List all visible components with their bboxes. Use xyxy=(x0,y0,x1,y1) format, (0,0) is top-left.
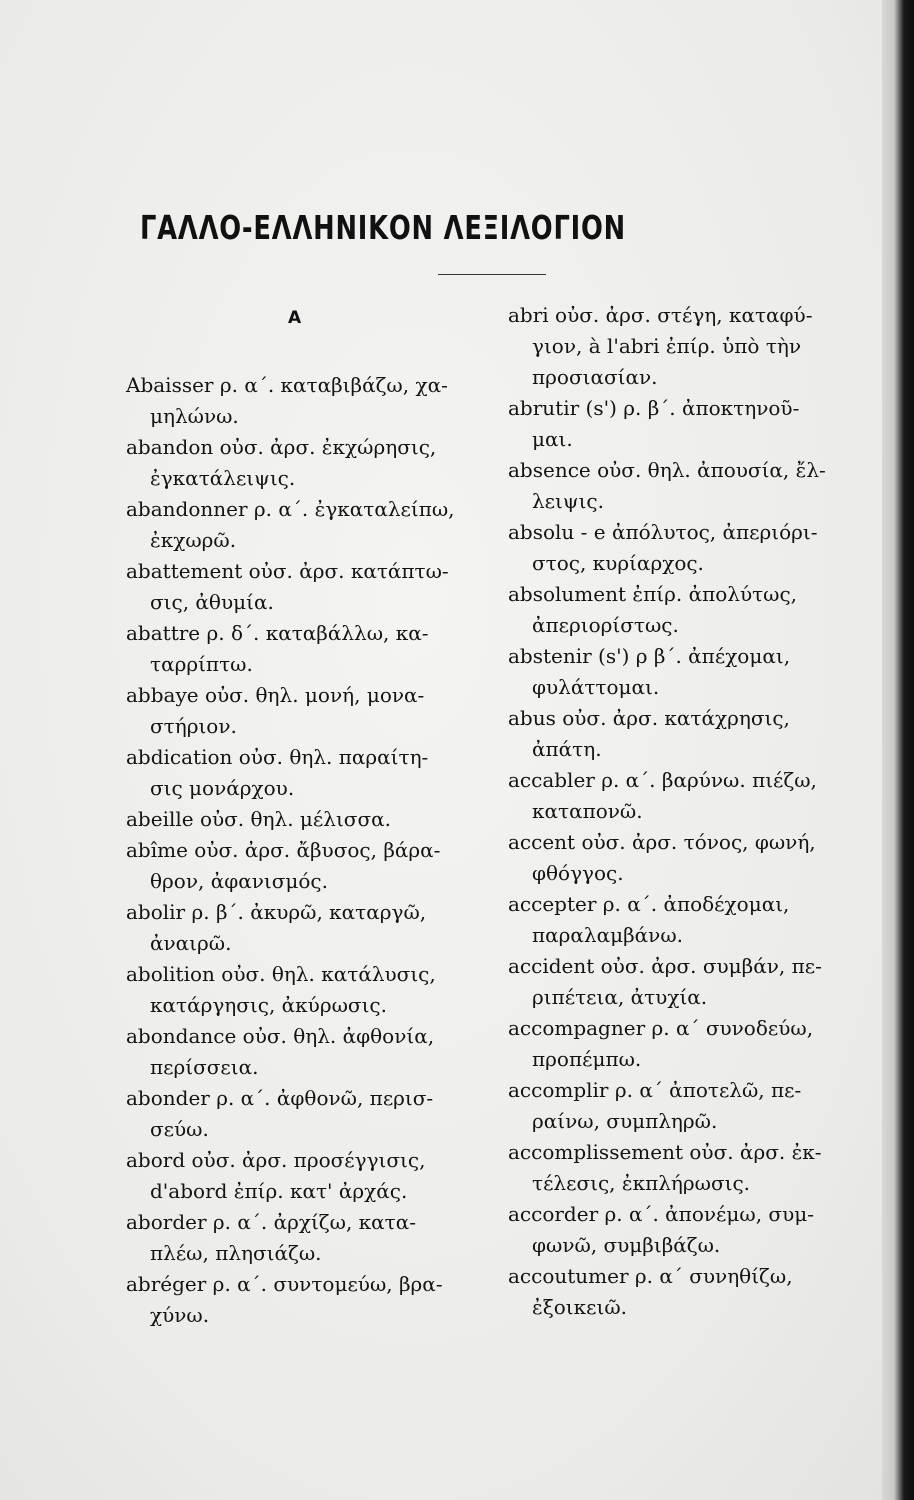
entry-continuation: σεύω. xyxy=(150,1117,209,1141)
entry-headline: absence οὐσ. θηλ. ἀπουσία, ἔλ- xyxy=(508,458,826,482)
entry-continuation: σις, ἀθυμία. xyxy=(150,590,274,614)
dictionary-entry xyxy=(126,1083,496,1145)
entry-headline: abord οὐσ. ἀρσ. προσέγγισις, xyxy=(126,1148,426,1172)
entry-continuation: ραίνω, συμπληρῶ. xyxy=(532,1109,718,1133)
dictionary-entry xyxy=(508,1199,878,1261)
entry-headline: accomplir ρ. α΄ ἀποτελῶ, πε- xyxy=(508,1078,802,1102)
entry-continuation: στος, κυρίαρχος. xyxy=(532,551,704,575)
entry-headline: Abaisser ρ. α΄. καταβιβάζω, χα- xyxy=(126,373,448,397)
entry-headline: abdication οὐσ. θηλ. παραίτη- xyxy=(126,745,429,769)
dictionary-entry xyxy=(126,959,496,1021)
entry-headline: abandonner ρ. α΄. ἐγκαταλείπω, xyxy=(126,497,455,521)
dictionary-entry xyxy=(126,370,496,432)
dictionary-entry xyxy=(126,680,496,742)
entry-continuation: τέλεσις, ἐκπλήρωσις. xyxy=(532,1171,751,1195)
dictionary-entry xyxy=(508,1261,878,1323)
dictionary-entry xyxy=(508,765,878,827)
dictionary-entry xyxy=(126,494,496,556)
entry-headline: abondance οὐσ. θηλ. ἀφθονία, xyxy=(126,1024,435,1048)
dictionary-entry xyxy=(126,556,496,618)
dictionary-entry xyxy=(126,897,496,959)
entry-headline: abattre ρ. δ΄. καταβάλλω, κα- xyxy=(126,621,429,645)
page-title: ΓΑΛΛΟ-ΕΛΛΗΝΙΚΟΝ ΛΕΞΙΛΟΓΙΟΝ xyxy=(139,208,626,247)
dictionary-entry xyxy=(126,835,496,897)
dictionary-entry xyxy=(126,432,496,494)
entry-continuation: χύνω. xyxy=(150,1303,210,1327)
entry-headline: accoutumer ρ. α΄ συνηθίζω, xyxy=(508,1264,793,1288)
entry-continuation: ἐγκατάλειψις. xyxy=(150,466,296,490)
entry-continuation: ταρρίπτω. xyxy=(150,652,253,676)
entry-headline: accorder ρ. α΄. ἀπονέμω, συμ- xyxy=(508,1202,814,1226)
entry-continuation: ριπέτεια, ἀτυχία. xyxy=(532,985,708,1009)
entry-headline: abolir ρ. β΄. ἀκυρῶ, καταργῶ, xyxy=(126,900,427,924)
entry-headline: accident οὐσ. ἀρσ. συμβάν, πε- xyxy=(508,954,822,978)
entry-headline: abonder ρ. α΄. ἀφθονῶ, περισ- xyxy=(126,1086,434,1110)
right-column xyxy=(508,300,878,1323)
dictionary-entry xyxy=(508,703,878,765)
entry-headline: abeille οὐσ. θηλ. μέλισσα. xyxy=(126,807,391,831)
left-column xyxy=(126,370,496,1331)
title-rule xyxy=(438,274,546,275)
entry-headline: abus οὐσ. ἀρσ. κατάχρησις, xyxy=(508,706,790,730)
entry-continuation: ἐκχωρῶ. xyxy=(150,528,237,552)
entry-continuation: προσιασίαν. xyxy=(532,365,658,389)
entry-headline: abandon οὐσ. ἀρσ. ἐκχώρησις, xyxy=(126,435,437,459)
dictionary-entry xyxy=(126,1269,496,1331)
entry-headline: absolu - e ἀπόλυτος, ἀπεριόρι- xyxy=(508,520,818,544)
dictionary-entry xyxy=(126,804,496,835)
entry-continuation: σις μονάρχου. xyxy=(150,776,295,800)
entry-headline: accabler ρ. α΄. βαρύνω. πιέζω, xyxy=(508,768,817,792)
entry-headline: abattement οὐσ. ἀρσ. κατάπτω- xyxy=(126,559,449,583)
entry-headline: accepter ρ. α΄. ἀποδέχομαι, xyxy=(508,892,790,916)
dictionary-entry xyxy=(126,618,496,680)
entry-continuation: φυλάττομαι. xyxy=(532,675,660,699)
entry-headline: accomplissement οὐσ. ἀρσ. ἐκ- xyxy=(508,1140,822,1164)
entry-continuation: μηλώνω. xyxy=(150,404,239,428)
entry-headline: accompagner ρ. α΄ συνοδεύω, xyxy=(508,1016,814,1040)
dictionary-entry xyxy=(508,455,878,517)
entry-continuation: καταπονῶ. xyxy=(532,799,643,823)
dictionary-entry xyxy=(508,517,878,579)
dictionary-entry xyxy=(508,1075,878,1137)
dictionary-entry xyxy=(126,1021,496,1083)
entry-continuation: περίσσεια. xyxy=(150,1055,259,1079)
dictionary-entry xyxy=(126,1145,496,1207)
dictionary-entry xyxy=(508,827,878,889)
entry-continuation: πλέω, πλησιάζω. xyxy=(150,1241,322,1265)
entry-headline: abolition οὐσ. θηλ. κατάλυσις, xyxy=(126,962,436,986)
dictionary-entry xyxy=(508,393,878,455)
entry-headline: abîme οὐσ. ἀρσ. ἄβυσος, βάρα- xyxy=(126,838,441,862)
dictionary-entry xyxy=(508,1137,878,1199)
dictionary-entry xyxy=(508,1013,878,1075)
entry-continuation: ἀπάτη. xyxy=(532,737,602,761)
dictionary-entry xyxy=(126,742,496,804)
entry-continuation: γιον, à l'abri ἐπίρ. ὑπὸ τὴν xyxy=(532,334,802,358)
entry-headline: abstenir (s') ρ β΄. ἀπέχομαι, xyxy=(508,644,791,668)
entry-headline: accent οὐσ. ἀρσ. τόνος, φωνή, xyxy=(508,830,816,854)
entry-continuation: d'abord ἐπίρ. κατ' ἀρχάς. xyxy=(150,1179,408,1203)
entry-continuation: μαι. xyxy=(532,427,573,451)
entry-continuation: ἀπεριορίστως. xyxy=(532,613,679,637)
dictionary-entry xyxy=(508,889,878,951)
entry-continuation: φωνῶ, συμβιβάζω. xyxy=(532,1233,721,1257)
dictionary-entry xyxy=(126,1207,496,1269)
entry-headline: aborder ρ. α΄. ἀρχίζω, κατα- xyxy=(126,1210,416,1234)
entry-continuation: φθόγγος. xyxy=(532,861,624,885)
entry-headline: absolument ἐπίρ. ἀπολύτως, xyxy=(508,582,798,606)
book-binding-edge xyxy=(882,0,914,1500)
dictionary-entry xyxy=(508,579,878,641)
entry-continuation: λειψις. xyxy=(532,489,604,513)
section-letter: Α xyxy=(288,308,302,328)
entry-continuation: παραλαμβάνω. xyxy=(532,923,683,947)
entry-headline: abrutir (s') ρ. β΄. ἀποκτηνοῦ- xyxy=(508,396,800,420)
entry-continuation: στήριον. xyxy=(150,714,237,738)
entry-continuation: ἀναιρῶ. xyxy=(150,931,232,955)
entry-headline: abri οὐσ. ἀρσ. στέγη, καταφύ- xyxy=(508,303,813,327)
dictionary-entry xyxy=(508,951,878,1013)
entry-headline: abréger ρ. α΄. συντομεύω, βρα- xyxy=(126,1272,443,1296)
entry-continuation: κατάργησις, ἀκύρωσις. xyxy=(150,993,387,1017)
entry-continuation: προπέμπω. xyxy=(532,1047,642,1071)
entry-headline: abbaye οὐσ. θηλ. μονή, μονα- xyxy=(126,683,425,707)
entry-continuation: θρον, ἀφανισμός. xyxy=(150,869,328,893)
entry-continuation: ἐξοικειῶ. xyxy=(532,1295,627,1319)
dictionary-entry xyxy=(508,641,878,703)
dictionary-entry xyxy=(508,300,878,393)
